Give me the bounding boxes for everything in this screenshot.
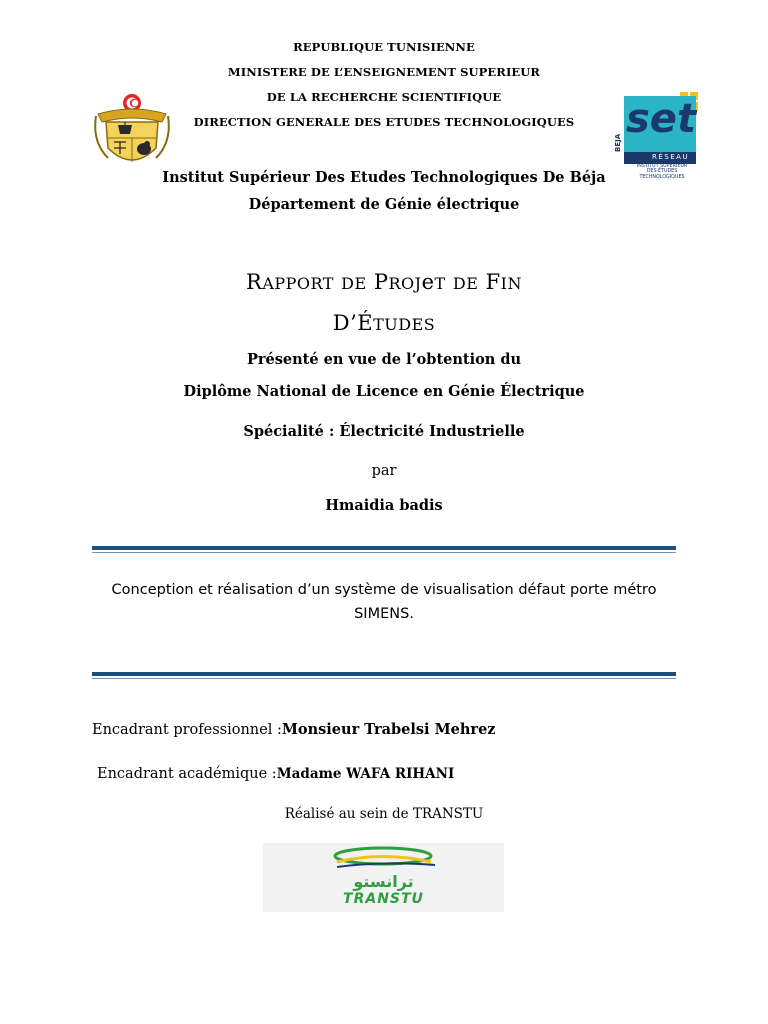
author-name: Hmaidia badis [325,497,443,514]
project-subject-line-1: Conception et réalisation d’un système de visualisation défaut porte métro [111,582,657,598]
project-subject-line-2: SIMENS. [354,606,414,622]
department-name: Département de Génie électrique [248,196,520,213]
header-direction: DIRECTION GENERALE DES ETUDES TECHNOLOGIQUES [193,115,575,129]
iset-logo-side-text: BEJA [614,133,622,152]
report-title-line-2: D’ÉTUDES [332,311,436,335]
by-text: par [371,463,397,479]
iset-caption: INSTITUT SUPÉRIEUR DES ÉTUDES TECHNOLOGIQUES [636,164,688,180]
realized-at-text: Réalisé au sein de TRANSTU [284,806,484,822]
tunisia-coat-of-arms-logo [92,92,172,174]
bottom-divider [92,672,676,679]
transtu-arabic-text: ترانستو [353,872,414,891]
header-ministry: MINISTERE DE L’ENSEIGNEMENT SUPERIEUR [227,65,541,79]
diploma-text: Diplôme National de Licence en Génie Électrique [183,383,585,400]
transtu-text: TRANSTU [343,891,424,907]
top-divider [92,546,676,553]
header-republic: REPUBLIQUE TUNISIENNE [293,40,475,54]
iset-network-label: RÉSEAU [652,153,690,161]
header-research: DE LA RECHERCHE SCIENTIFIQUE [266,90,502,104]
speciality-text: Spécialité : Électricité Industrielle [243,423,525,440]
project-subject [92,578,676,626]
transtu-logo [263,843,504,912]
institution-name: Institut Supérieur Des Etudes Technologiques De Béja [162,169,606,186]
iset-logo-text: set [626,96,697,142]
presented-text: Présenté en vue de l’obtention du [246,351,522,368]
professional-supervisor: Encadrant professionnel :Monsieur Trabelsi Mehrez [92,721,496,738]
report-title-line-1: RAPPORT DE PROJeT DE FIN [246,270,522,294]
academic-supervisor: Encadrant académique :Madame WAFA RIHANI [97,766,455,782]
